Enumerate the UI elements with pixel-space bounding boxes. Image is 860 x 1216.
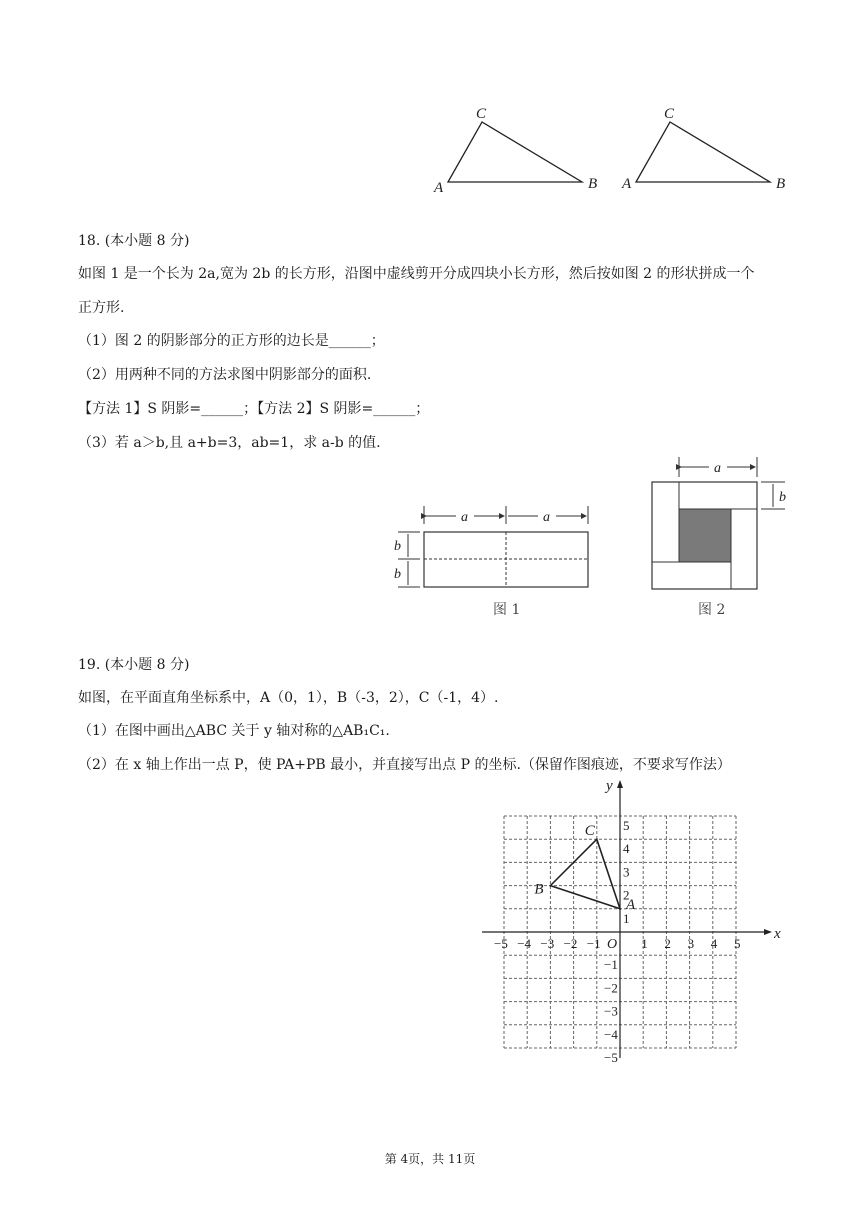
y-tick-label: 2	[623, 887, 630, 903]
triangle-1-label-a: A	[434, 180, 444, 196]
x-tick-label: 2	[664, 936, 671, 951]
figure-1	[388, 500, 598, 625]
y-tick-label: −3	[604, 1003, 618, 1019]
coordinate-grid	[480, 775, 800, 1075]
q18-part2: （2）用两种不同的方法求图中阴影部分的面积.	[78, 367, 372, 383]
fig1-label-b1: b	[394, 539, 401, 554]
origin-label: O	[607, 937, 618, 952]
x-tick-label: −2	[563, 936, 578, 951]
y-tick-label: 4	[623, 841, 630, 857]
triangle-abc	[550, 839, 620, 909]
q18-part1: （1）图 2 的阴影部分的正方形的边长是______；	[78, 333, 385, 349]
y-axis-arrow	[617, 780, 623, 788]
y-tick-label: −2	[604, 980, 618, 996]
fig2-label-a: a	[714, 461, 721, 476]
fig1-label-a1: a	[461, 510, 468, 525]
q18-header: 18. (本小题 8 分)	[78, 233, 190, 249]
triangle-2	[621, 106, 785, 192]
y-axis-label: y	[606, 778, 613, 794]
x-tick-label: −5	[494, 936, 508, 951]
x-tick-label: −3	[540, 936, 555, 951]
q19-header: 19. (本小题 8 分)	[78, 657, 190, 673]
y-tick-label: −1	[604, 957, 618, 973]
triangle-1	[433, 106, 597, 196]
q18-stem-line1: 如图 1 是一个长为 2a,宽为 2b 的长方形，沿图中虚线剪开分成四块小长方形，然后按如图 2 的形状拼成一个	[78, 266, 755, 282]
point-label-a: A	[626, 896, 636, 913]
triangle-2-label-b: B	[776, 176, 786, 192]
fig2-caption: 图 2	[698, 602, 726, 618]
q19-part2: （2）在 x 轴上作出一点 P，使 PA+PB 最小，并直接写出点 P 的坐标.（保留作图痕迹，不要求写作法）	[78, 757, 731, 773]
page-footer: 第 4页，共 11页	[384, 1152, 476, 1166]
y-tick-label: 5	[623, 818, 630, 833]
x-tick-label: 5	[734, 936, 741, 951]
q19-stem: 如图，在平面直角坐标系中，A（0，1），B（-3，2），C（-1，4）.	[78, 690, 499, 706]
y-tick-label: −4	[604, 1026, 618, 1042]
triangle-figures	[420, 100, 800, 200]
x-axis-arrow	[764, 929, 772, 935]
q18-methods: 【方法 1】S 阴影=______；【方法 2】S 阴影=______；	[78, 401, 430, 417]
fig1-caption: 图 1	[493, 602, 521, 618]
x-axis-label: x	[774, 926, 781, 942]
figure-2	[645, 455, 795, 625]
q18-part3: （3）若 a＞b,且 a+b=3，ab=1，求 a-b 的值.	[78, 435, 381, 451]
y-tick-label: 1	[623, 910, 630, 926]
triangle-2-label-c: C	[664, 106, 675, 122]
x-tick-label: 3	[687, 936, 695, 951]
fig1-label-b2: b	[394, 567, 401, 582]
fig1-label-a2: a	[543, 510, 550, 525]
x-tick-label: 4	[710, 936, 718, 951]
x-tick-label: −4	[517, 936, 532, 951]
y-tick-label: −5	[604, 1050, 618, 1065]
triangle-1-label-b: B	[588, 176, 598, 192]
y-tick-label: 3	[623, 864, 630, 880]
q19-part1: （1）在图中画出△ABC 关于 y 轴对称的△AB₁C₁.	[78, 723, 390, 739]
x-tick-label: 1	[641, 936, 648, 951]
point-label-c: C	[584, 823, 595, 840]
triangle-1-label-c: C	[476, 106, 487, 122]
fig2-label-b: b	[779, 490, 786, 505]
point-label-b: B	[534, 881, 544, 898]
x-tick-label: −1	[586, 936, 601, 951]
triangle-2-label-a: A	[622, 176, 632, 192]
q18-stem-line2: 正方形.	[78, 300, 125, 316]
